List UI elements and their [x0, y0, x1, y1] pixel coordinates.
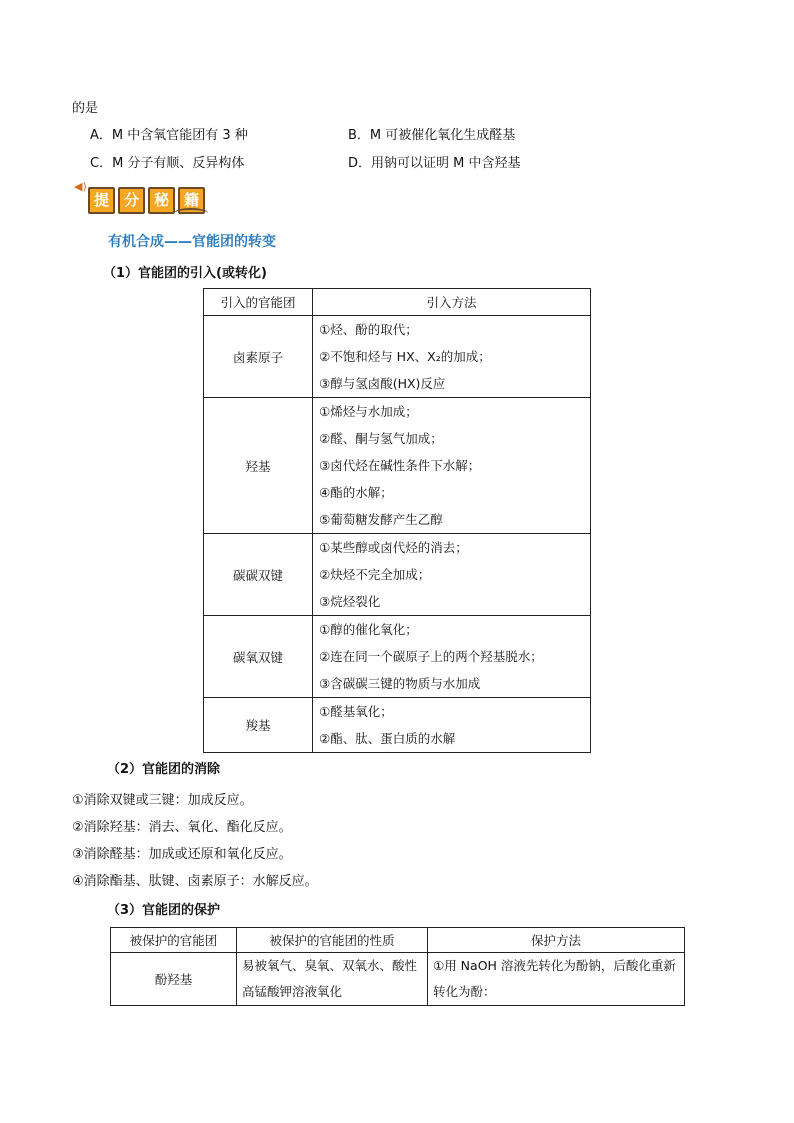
method-item: ②酯、肽、蛋白质的水解 [319, 731, 456, 746]
group-cell: 酚羟基 [111, 953, 237, 1006]
elimination-item: ②消除羟基：消去、氧化、酯化反应。 [72, 820, 292, 835]
method-item: ④酯的水解； [319, 485, 393, 500]
method-item: ③含碳碳三键的物质与水加成 [319, 676, 481, 691]
method-item: ②炔烃不完全加成； [319, 567, 431, 582]
protection-table [110, 927, 685, 1006]
table-row [204, 534, 591, 616]
method-item: ②不饱和烃与 HX、X₂的加成； [319, 349, 491, 364]
table-row [204, 316, 591, 398]
method-item: ③烷烃裂化 [319, 594, 381, 609]
method-item: ①烯烃与水加成； [319, 404, 418, 419]
part1-heading: （1）官能团的引入(或转化) [103, 266, 267, 281]
table-header: 保护方法 [428, 928, 685, 953]
option-d: D．用钠可以证明 M 中含羟基 [348, 156, 521, 171]
banner-char: 籍 [178, 187, 205, 214]
elimination-item: ④消除酯基、肽键、卤素原子：水解反应。 [72, 874, 318, 889]
method-item: ③醇与氢卤酸(HX)反应 [319, 376, 446, 391]
speaker-icon: ◀) [74, 180, 87, 193]
introduction-table [203, 288, 591, 753]
banner-char: 提 [88, 187, 115, 214]
table-header: 被保护的官能团的性质 [237, 928, 428, 953]
elimination-item: ③消除醛基：加成或还原和氧化反应。 [72, 847, 292, 862]
table-row [204, 698, 591, 753]
method-item: ②醛、酮与氢气加成； [319, 431, 443, 446]
question-stem-tail: 的是 [72, 101, 99, 116]
methods-cell [313, 698, 591, 753]
group-cell: 羧基 [204, 698, 313, 753]
method-item: ③卤代烃在碱性条件下水解； [319, 458, 481, 473]
method-item: ①醛基氧化； [319, 704, 393, 719]
banner-decoration [174, 208, 208, 218]
section-title: 有机合成——官能团的转变 [108, 234, 276, 250]
banner-char: 分 [118, 187, 145, 214]
methods-cell [313, 534, 591, 616]
method-item: ⑤葡萄糖发酵产生乙醇 [319, 512, 443, 527]
table-header: 被保护的官能团 [111, 928, 237, 953]
method-item: ②连在同一个碳原子上的两个羟基脱水； [319, 649, 543, 664]
table-row [204, 616, 591, 698]
methods-cell [313, 616, 591, 698]
option-a: A．M 中含氧官能团有 3 种 [90, 128, 248, 143]
methods-cell [313, 398, 591, 534]
property-cell: 易被氧气、臭氧、双氧水、酸性高锰酸钾溶液氧化 [237, 953, 428, 1006]
part3-heading: （3）官能团的保护 [107, 903, 221, 918]
group-cell: 碳碳双键 [204, 534, 313, 616]
method-item: ①醇的催化氧化； [319, 622, 418, 637]
group-cell: 羟基 [204, 398, 313, 534]
table-row [111, 953, 685, 1006]
elimination-item: ①消除双键或三键：加成反应。 [72, 793, 253, 808]
banner-char: 秘 [148, 187, 175, 214]
part2-heading: （2）官能团的消除 [107, 762, 221, 777]
methods-cell [313, 316, 591, 398]
method-item: ①某些醇或卤代烃的消去； [319, 540, 468, 555]
option-c: C．M 分子有顺、反异构体 [90, 156, 245, 171]
method-item: ①烃、酚的取代； [319, 322, 418, 337]
group-cell: 碳氧双键 [204, 616, 313, 698]
table-header: 引入的官能团 [204, 289, 313, 316]
table-row [204, 398, 591, 534]
group-cell: 卤素原子 [204, 316, 313, 398]
method-cell: ①用 NaOH 溶液先转化为酚钠，后酸化重新转化为酚： [428, 953, 685, 1006]
table-header: 引入方法 [313, 289, 591, 316]
tips-banner [74, 180, 234, 220]
option-b: B．M 可被催化氧化生成醛基 [348, 128, 516, 143]
